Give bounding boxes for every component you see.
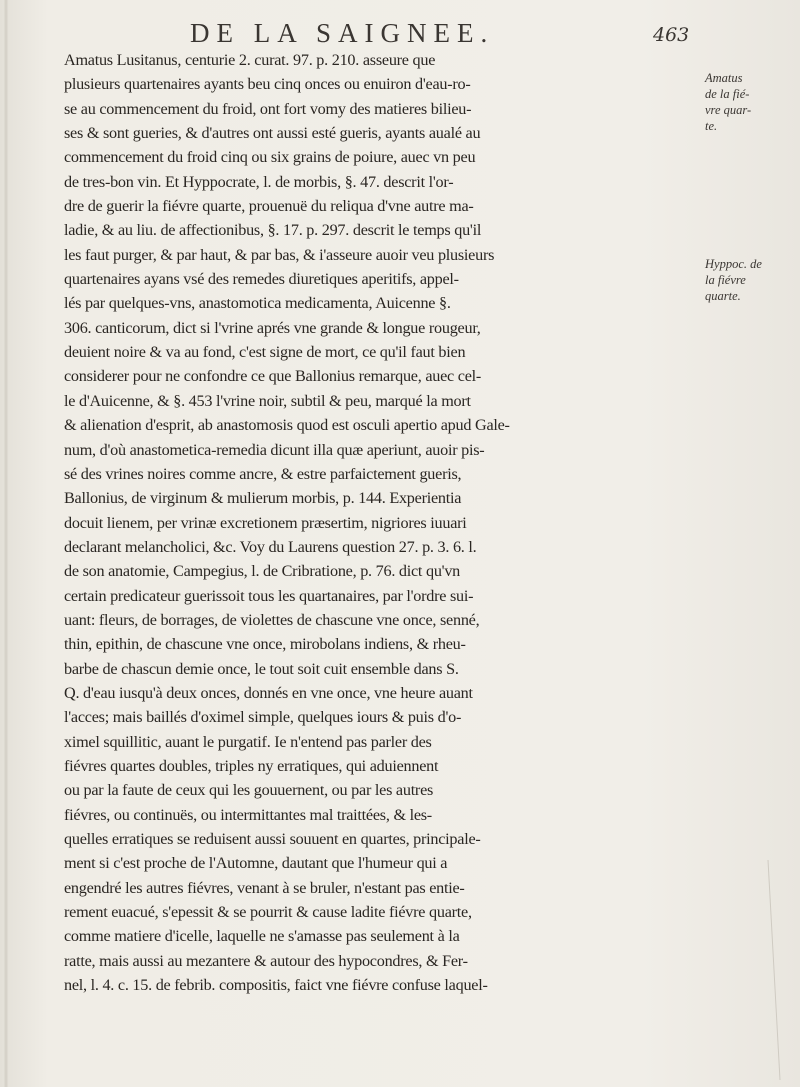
- margin-note-line: la fiévre: [705, 273, 746, 287]
- text-line: quelles erratiques se reduisent aussi souuent en quartes, principale-: [64, 830, 481, 848]
- margin-note-hippocrate: [705, 256, 762, 304]
- text-line: uant: fleurs, de borrages, de violettes de chascune vne once, senné,: [64, 610, 480, 629]
- margin-note-line: de la fié-: [705, 87, 750, 101]
- text-line: ladie, & au liu. de affectionibus, §. 17. p. 297. descrit le temps qu'il: [64, 221, 482, 240]
- text-line: commencement du froid cinq ou six grains de poiure, auec vn peu: [64, 148, 476, 167]
- text-line: de son anatomie, Campegius, l. de Cribratione, p. 76. dict qu'vn: [64, 562, 461, 581]
- text-line: ou par la faute de ceux qui les gouuernent, ou par les autres: [64, 781, 434, 800]
- page-number: 463: [653, 24, 690, 46]
- margin-note-line: vre quar-: [705, 103, 752, 117]
- text-line: num, d'où anastometica-remedia dicunt illa quæ aperiunt, auoir pis-: [64, 440, 485, 459]
- text-line: barbe de chascun demie once, le tout soit cuit ensemble dans S.: [64, 659, 459, 678]
- text-line: ratte, mais aussi au mezantere & autour des hypocondres, & Fer-: [64, 951, 468, 970]
- text-line: lés par quelques-vns, anastomotica medicamenta, Auicenne §.: [64, 294, 451, 313]
- margin-note-line: Amatus: [705, 71, 743, 85]
- text-line: se au commencement du froid, ont fort vomy des matieres bilieu-: [64, 99, 472, 118]
- margin-note-line: quarte.: [705, 289, 741, 303]
- text-line: thin, epithin, de chascune vne once, mirobolans indiens, & rheu-: [64, 635, 466, 654]
- text-line: quartenaires ayans vsé des remedes diuretiques aperitifs, appel-: [64, 270, 459, 289]
- text-line: declarant melancholici, &c. Voy du Laurens question 27. p. 3. 6. l.: [64, 537, 477, 556]
- text-line: comme matiere d'icelle, laquelle ne s'amasse pas seulement à la: [64, 927, 460, 946]
- text-line: ment si c'est proche de l'Automne, dautant que l'humeur qui a: [64, 854, 448, 873]
- text-line: l'acces; mais baillés d'oximel simple, quelques iours & puis d'o-: [64, 708, 462, 727]
- text-line: 306. canticorum, dict si l'vrine aprés vne grande & longue rougeur,: [64, 318, 481, 337]
- page-fold-mark: [768, 860, 780, 1080]
- text-line: ses & sont gueries, & d'autres ont aussi esté gueris, ayants aualé au: [64, 124, 481, 143]
- text-line: rement euacué, s'epessit & se pourrit & cause ladite fiévre quarte,: [64, 903, 472, 922]
- text-line: les faut purger, & par haut, & par bas, & i'asseure auoir veu plusieurs: [64, 245, 495, 264]
- running-head: DE LA SAIGNEE.: [190, 18, 495, 48]
- text-line: engendré les autres fiévres, venant à se bruler, n'estant pas entie-: [64, 878, 465, 897]
- text-line: Amatus Lusitanus, centurie 2. curat. 97. p. 210. asseure que: [64, 51, 436, 69]
- text-line: sé des vrines noires comme ancre, & estre parfaictement gueris,: [64, 464, 462, 483]
- text-line: Q. d'eau iusqu'à deux onces, donnés en vne once, vne heure auant: [64, 683, 473, 702]
- margin-note-line: Hyppoc. de: [705, 257, 762, 271]
- text-line: certain predicateur guerissoit tous les quartanaires, par l'ordre sui-: [64, 586, 474, 605]
- text-line: fiévres, ou continuës, ou intermittantes mal traittées, & les-: [64, 805, 432, 824]
- text-line: plusieurs quartenaires ayants beu cinq onces ou enuiron d'eau-ro-: [64, 75, 471, 94]
- text-line: deuient noire & va au fond, c'est signe de mort, ce qu'il faut bien: [64, 343, 466, 362]
- text-line: & alienation d'esprit, ab anastomosis quod est osculi apertio apud Gale-: [64, 416, 510, 435]
- text-line: docuit lienem, per vrinæ excretionem præsertim, nigriores iuuari: [64, 513, 467, 532]
- text-line: considerer pour ne confondre ce que Ballonius remarque, auec cel-: [64, 367, 482, 386]
- text-line: de tres-bon vin. Et Hyppocrate, l. de morbis, §. 47. descrit l'or-: [64, 172, 454, 191]
- margin-note-amatus: [705, 70, 751, 134]
- body-text: [64, 48, 686, 997]
- text-line: nel, l. 4. c. 15. de febrib. compositis, faict vne fiévre confuse laquel-: [64, 976, 488, 995]
- text-line: ximel squillitic, auant le purgatif. Ie n'entend pas parler des: [64, 732, 432, 751]
- margin-note-line: te.: [705, 119, 718, 133]
- text-line: le d'Auicenne, & §. 453 l'vrine noir, subtil & peu, marqué la mort: [64, 391, 471, 410]
- text-line: Ballonius, de virginum & mulierum morbis, p. 144. Experientia: [64, 489, 462, 508]
- text-line: dre de guerir la fiévre quarte, prouenuë du reliqua d'vne autre ma-: [64, 197, 474, 216]
- text-line: fiévres quartes doubles, triples ny erratiques, qui aduiennent: [64, 756, 439, 775]
